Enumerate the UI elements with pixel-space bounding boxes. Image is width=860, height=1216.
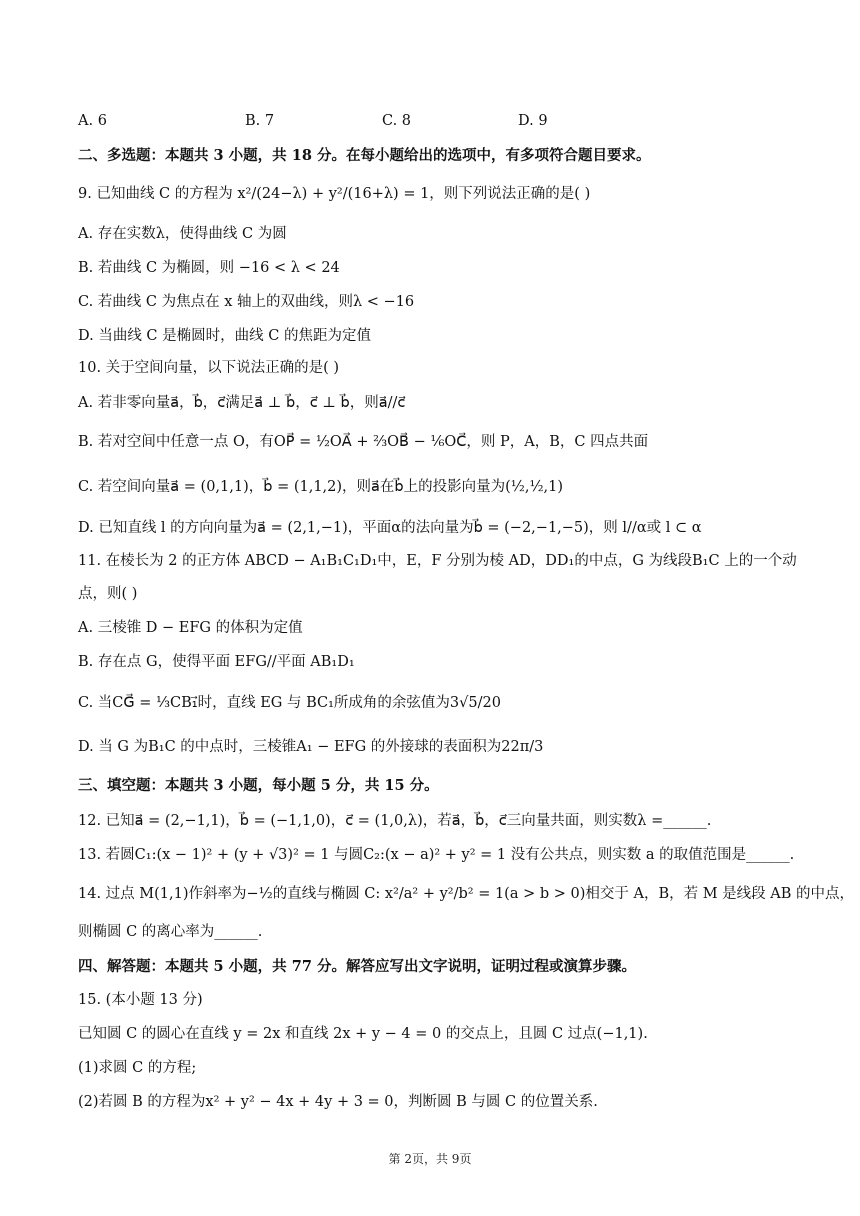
q9-stem: 9. 已知曲线 C 的方程为 x²/(24−λ) + y²/(16+λ) = 1，则下列说法正确的是( ) <box>78 186 591 202</box>
q9-option-d: D. 当曲线 C 是椭圆时，曲线 C 的焦距为定值 <box>78 328 371 344</box>
q10-stem: 10. 关于空间向量，以下说法正确的是( ) <box>78 360 340 376</box>
q11-option-c: C. 当CG⃗ = ⅓CB₁⃗时，直线 EG 与 BC₁所成角的余弦值为3√5/20 <box>78 695 501 711</box>
q11-option-b: B. 存在点 G，使得平面 EFG//平面 AB₁D₁ <box>78 654 355 670</box>
q11-stem-line1: 11. 在棱长为 2 的正方体 ABCD − A₁B₁C₁D₁中，E，F 分别为棱 AD，DD₁的中点，G 为线段B₁C 上的一个动 <box>78 553 797 569</box>
q8-option-a: A. 6 <box>78 113 107 129</box>
q10-option-d: D. 已知直线 l 的方向向量为a⃗ = (2,1,−1)，平面α的法向量为b⃗ = (−2,−1,−5)，则 l//α或 l ⊂ α <box>78 520 702 536</box>
q11-option-d: D. 当 G 为B₁C 的中点时，三棱锥A₁ − EFG 的外接球的表面积为22π/3 <box>78 739 544 755</box>
q9-option-b: B. 若曲线 C 为椭圆，则 −16 < λ < 24 <box>78 260 340 276</box>
q14-line2: 则椭圆 C 的离心率为______. <box>78 924 263 940</box>
q8-option-c: C. 8 <box>382 113 412 129</box>
section-multiple-choice: 二、多选题：本题共 3 小题，共 18 分。在每小题给出的选项中，有多项符合题目要求。 <box>78 147 651 164</box>
q8-option-d: D. 9 <box>518 113 548 129</box>
q15-title: 15. (本小题 13 分) <box>78 992 203 1008</box>
q9-option-a: A. 存在实数λ，使得曲线 C 为圆 <box>78 226 287 242</box>
q15-part1: (1)求圆 C 的方程; <box>78 1060 197 1076</box>
q14-line1: 14. 过点 M(1,1)作斜率为−½的直线与椭圆 C: x²/a² + y²/b² = 1(a > b > 0)相交于 A，B，若 M 是线段 AB 的中点， <box>78 886 855 902</box>
q9-option-c: C. 若曲线 C 为焦点在 x 轴上的双曲线，则λ < −16 <box>78 294 415 310</box>
q10-option-c: C. 若空间向量a⃗ = (0,1,1)，b⃗ = (1,1,2)，则a⃗在b⃗上的投影向量为(½,½,1) <box>78 479 563 495</box>
q11-option-a: A. 三棱锥 D − EFG 的体积为定值 <box>78 620 303 636</box>
section-fill-in: 三、填空题：本题共 3 小题，每小题 5 分，共 15 分。 <box>78 777 439 794</box>
q13: 13. 若圆C₁:(x − 1)² + (y + √3)² = 1 与圆C₂:(x − a)² + y² = 1 没有公共点，则实数 a 的取值范围是______. <box>78 847 795 863</box>
section-solutions: 四、解答题：本题共 5 小题，共 77 分。解答应写出文字说明，证明过程或演算步骤。 <box>78 958 636 975</box>
q11-stem-line2: 点，则( ) <box>78 586 138 602</box>
page-footer: 第 2页，共 9页 <box>388 1152 472 1166</box>
q10-option-b: B. 若对空间中任意一点 O，有OP⃗ = ½OA⃗ + ⅔OB⃗ − ⅙OC⃗，则 P，A，B，C 四点共面 <box>78 434 649 450</box>
q12: 12. 已知a⃗ = (2,−1,1)，b⃗ = (−1,1,0)，c⃗ = (1,0,λ)，若a⃗，b⃗，c⃗三向量共面，则实数λ =______. <box>78 813 712 829</box>
q15-body: 已知圆 C 的圆心在直线 y = 2x 和直线 2x + y − 4 = 0 的交点上，且圆 C 过点(−1,1). <box>78 1026 648 1042</box>
q15-part2: (2)若圆 B 的方程为x² + y² − 4x + 4y + 3 = 0，判断圆 B 与圆 C 的位置关系. <box>78 1094 598 1110</box>
q10-option-a: A. 若非零向量a⃗，b⃗，c⃗满足a⃗ ⊥ b⃗，c⃗ ⊥ b⃗，则a⃗//c⃗ <box>78 395 406 411</box>
q8-option-b: B. 7 <box>245 113 275 129</box>
